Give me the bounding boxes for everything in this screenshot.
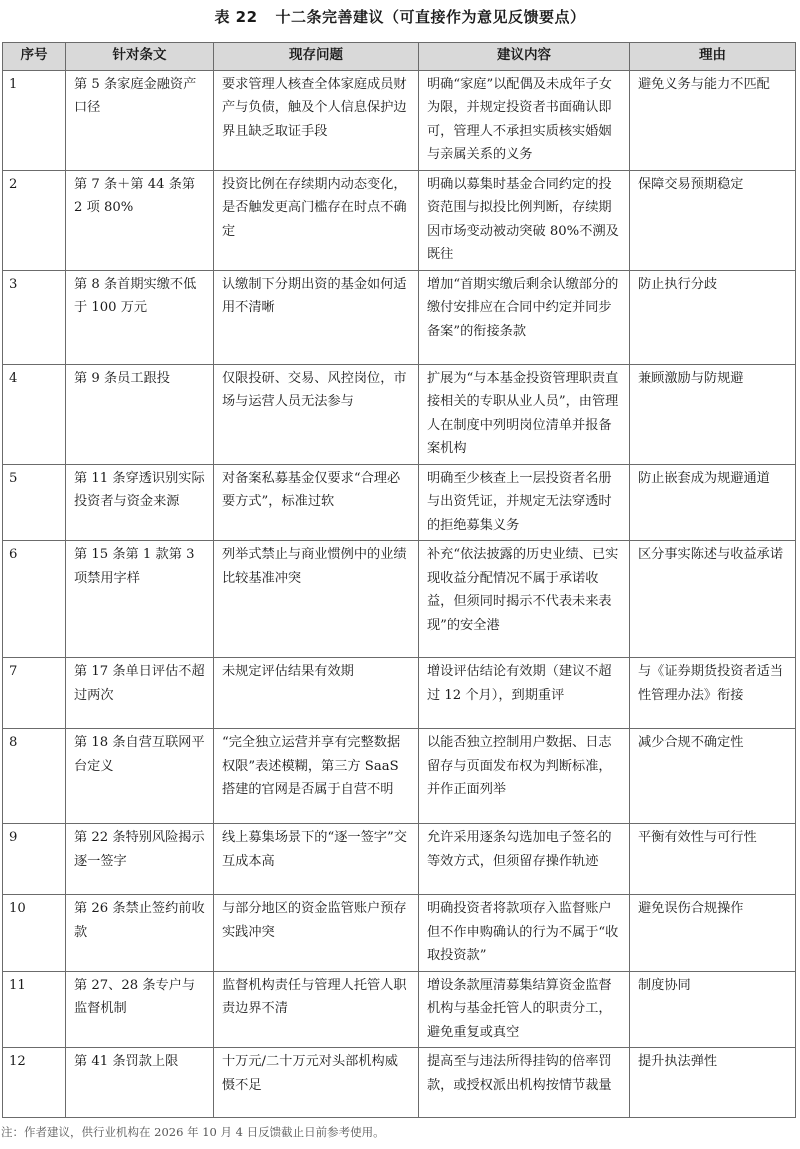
cell-index: 4 <box>3 364 66 464</box>
cell-reason: 提升执法弹性 <box>630 1048 796 1118</box>
cell-problem: 与部分地区的资金监管账户预存实践冲突 <box>214 895 419 972</box>
cell-suggestion: 明确以募集时基金合同约定的投资范围与拟投比例判断，存续期因市场变动被动突破 80%不溯及既往 <box>419 170 630 270</box>
cell-index: 7 <box>3 658 66 729</box>
cell-reason: 减少合规不确定性 <box>630 729 796 824</box>
cell-suggestion: 增设评估结论有效期（建议不超过 12 个月），到期重评 <box>419 658 630 729</box>
table-title: 十二条完善建议（可直接作为意见反馈要点） <box>275 8 586 26</box>
cell-problem: 监督机构责任与管理人托管人职责边界不清 <box>214 971 419 1048</box>
cell-suggestion: 明确投资者将款项存入监督账户但不作申购确认的行为不属于“收取投资款” <box>419 895 630 972</box>
cell-suggestion: 以能否独立控制用户数据、日志留存与页面发布权为判断标准，并作正面列举 <box>419 729 630 824</box>
cell-index: 12 <box>3 1048 66 1118</box>
cell-index: 5 <box>3 464 66 541</box>
cell-article: 第 17 条单日评估不超过两次 <box>66 658 214 729</box>
cell-suggestion: 允许采用逐条勾选加电子签名的等效方式，但须留存操作轨迹 <box>419 824 630 895</box>
table-row <box>3 971 796 1048</box>
cell-problem: 要求管理人核查全体家庭成员财产与负债，触及个人信息保护边界且缺乏取证手段 <box>214 70 419 170</box>
table-row <box>3 1048 796 1118</box>
cell-article: 第 15 条第 1 款第 3 项禁用字样 <box>66 541 214 658</box>
cell-reason: 避免误伤合规操作 <box>630 895 796 972</box>
table-body <box>3 70 796 1118</box>
cell-reason: 保障交易预期稳定 <box>630 170 796 270</box>
cell-problem: 十万元/二十万元对头部机构威慑不足 <box>214 1048 419 1118</box>
cell-suggestion: 提高至与违法所得挂钩的倍率罚款，或授权派出机构按情节裁量 <box>419 1048 630 1118</box>
cell-index: 11 <box>3 971 66 1048</box>
cell-index: 1 <box>3 70 66 170</box>
cell-index: 3 <box>3 270 66 364</box>
cell-suggestion: 明确“家庭”以配偶及未成年子女为限，并规定投资者书面确认即可，管理人不承担实质核实婚姻与亲属关系的义务 <box>419 70 630 170</box>
cell-reason: 避免义务与能力不匹配 <box>630 70 796 170</box>
cell-index: 6 <box>3 541 66 658</box>
cell-article: 第 11 条穿透识别实际投资者与资金来源 <box>66 464 214 541</box>
cell-problem: 投资比例在存续期内动态变化，是否触发更高门槛存在时点不确定 <box>214 170 419 270</box>
cell-index: 8 <box>3 729 66 824</box>
cell-reason: 区分事实陈述与收益承诺 <box>630 541 796 658</box>
cell-article: 第 9 条员工跟投 <box>66 364 214 464</box>
cell-suggestion: 明确至少核查上一层投资者名册与出资凭证，并规定无法穿透时的拒绝募集义务 <box>419 464 630 541</box>
cell-article: 第 26 条禁止签约前收款 <box>66 895 214 972</box>
cell-reason: 与《证券期货投资者适当性管理办法》衔接 <box>630 658 796 729</box>
header-reason: 理由 <box>630 43 796 71</box>
cell-reason: 兼顾激励与防规避 <box>630 364 796 464</box>
header-index: 序号 <box>3 43 66 71</box>
cell-index: 10 <box>3 895 66 972</box>
cell-problem: 仅限投研、交易、风控岗位，市场与运营人员无法参与 <box>214 364 419 464</box>
cell-suggestion: 增设条款厘清募集结算资金监督机构与基金托管人的职责分工，避免重复或真空 <box>419 971 630 1048</box>
cell-problem: 列举式禁止与商业惯例中的业绩比较基准冲突 <box>214 541 419 658</box>
recommendations-table <box>2 42 796 1118</box>
cell-problem: 对备案私募基金仅要求“合理必要方式”，标准过软 <box>214 464 419 541</box>
cell-article: 第 8 条首期实缴不低于 100 万元 <box>66 270 214 364</box>
cell-problem: “完全独立运营并享有完整数据权限”表述模糊，第三方 SaaS 搭建的官网是否属于自营不明 <box>214 729 419 824</box>
cell-index: 2 <box>3 170 66 270</box>
table-row <box>3 364 796 464</box>
cell-article: 第 41 条罚款上限 <box>66 1048 214 1118</box>
table-row <box>3 170 796 270</box>
footnote: 注：作者建议，供行业机构在 2026 年 10 月 4 日反馈截止日前参考使用。 <box>1 1125 385 1139</box>
cell-reason: 平衡有效性与可行性 <box>630 824 796 895</box>
cell-reason: 防止执行分歧 <box>630 270 796 364</box>
table-number: 表 22 <box>214 8 258 26</box>
cell-reason: 制度协同 <box>630 971 796 1048</box>
cell-problem: 认缴制下分期出资的基金如何适用不清晰 <box>214 270 419 364</box>
table-row <box>3 270 796 364</box>
cell-suggestion: 增加“首期实缴后剩余认缴部分的缴付安排应在合同中约定并同步备案”的衔接条款 <box>419 270 630 364</box>
cell-reason: 防止嵌套成为规避通道 <box>630 464 796 541</box>
cell-article: 第 7 条＋第 44 条第 2 项 80% <box>66 170 214 270</box>
table-row <box>3 895 796 972</box>
cell-article: 第 5 条家庭金融资产口径 <box>66 70 214 170</box>
table-row <box>3 824 796 895</box>
cell-article: 第 27、28 条专户与监督机制 <box>66 971 214 1048</box>
table-header-row <box>3 43 796 71</box>
header-problem: 现存问题 <box>214 43 419 71</box>
cell-suggestion: 扩展为“与本基金投资管理职责直接相关的专职从业人员”，由管理人在制度中列明岗位清单并报备案机构 <box>419 364 630 464</box>
table-row <box>3 541 796 658</box>
header-article: 针对条文 <box>66 43 214 71</box>
table-caption <box>0 6 800 32</box>
table-row <box>3 658 796 729</box>
table-row <box>3 70 796 170</box>
cell-problem: 未规定评估结果有效期 <box>214 658 419 729</box>
cell-index: 9 <box>3 824 66 895</box>
table-row <box>3 464 796 541</box>
table-row <box>3 729 796 824</box>
cell-article: 第 18 条自营互联网平台定义 <box>66 729 214 824</box>
cell-suggestion: 补充“依法披露的历史业绩、已实现收益分配情况不属于承诺收益，但须同时揭示不代表未来表现”的安全港 <box>419 541 630 658</box>
cell-problem: 线上募集场景下的“逐一签字”交互成本高 <box>214 824 419 895</box>
header-suggestion: 建议内容 <box>419 43 630 71</box>
cell-article: 第 22 条特别风险揭示逐一签字 <box>66 824 214 895</box>
